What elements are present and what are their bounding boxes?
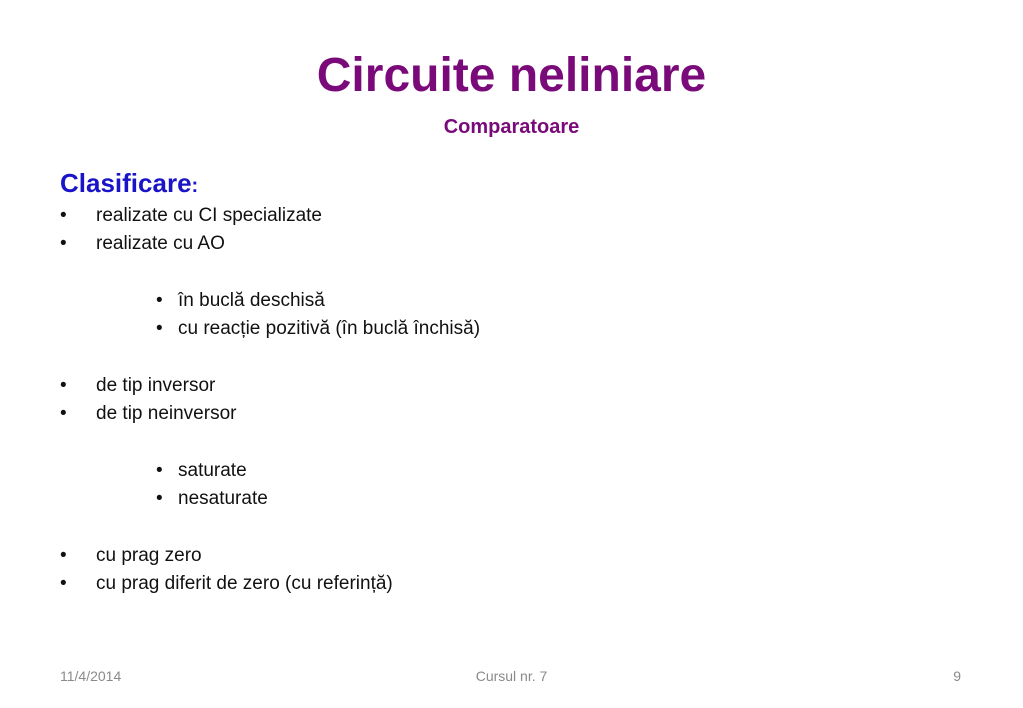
bullet-icon: • xyxy=(156,290,163,311)
bullet-icon: • xyxy=(156,318,163,339)
footer-date: 11/4/2014 xyxy=(60,668,122,684)
slide-subtitle: Comparatoare xyxy=(443,116,580,138)
bullet-icon: • xyxy=(60,205,67,226)
bullet-icon: • xyxy=(60,403,67,424)
sub-list-item-text: nesaturate xyxy=(178,488,268,509)
bullet-icon: • xyxy=(156,460,163,481)
footer-course: Cursul nr. 7 xyxy=(475,668,548,684)
bullet-icon: • xyxy=(60,573,67,594)
bullet-icon: • xyxy=(60,545,67,566)
list-item-text: realizate cu CI specializate xyxy=(96,205,322,226)
footer-page-number: 9 xyxy=(953,668,961,684)
list-item-text: de tip inversor xyxy=(96,375,216,396)
list-item-text: cu prag diferit de zero (cu referință) xyxy=(96,573,393,594)
list-item-text: cu prag zero xyxy=(96,545,202,566)
section-heading xyxy=(60,166,198,203)
bullet-icon: • xyxy=(156,488,163,509)
bullet-icon: • xyxy=(60,375,67,396)
bullet-icon: • xyxy=(60,233,67,254)
sub-list-item-text: cu reacție pozitivă (în buclă închisă) xyxy=(178,318,481,339)
section-heading-colon: : xyxy=(191,175,199,197)
section-heading-text: Clasificare xyxy=(60,168,192,198)
sub-list-item-text: în buclă deschisă xyxy=(178,290,325,311)
sub-list-item-text: saturate xyxy=(178,460,247,481)
list-item-text: realizate cu AO xyxy=(96,233,225,254)
list-item-text: de tip neinversor xyxy=(96,403,237,424)
slide-title: Circuite neliniare xyxy=(316,49,707,102)
